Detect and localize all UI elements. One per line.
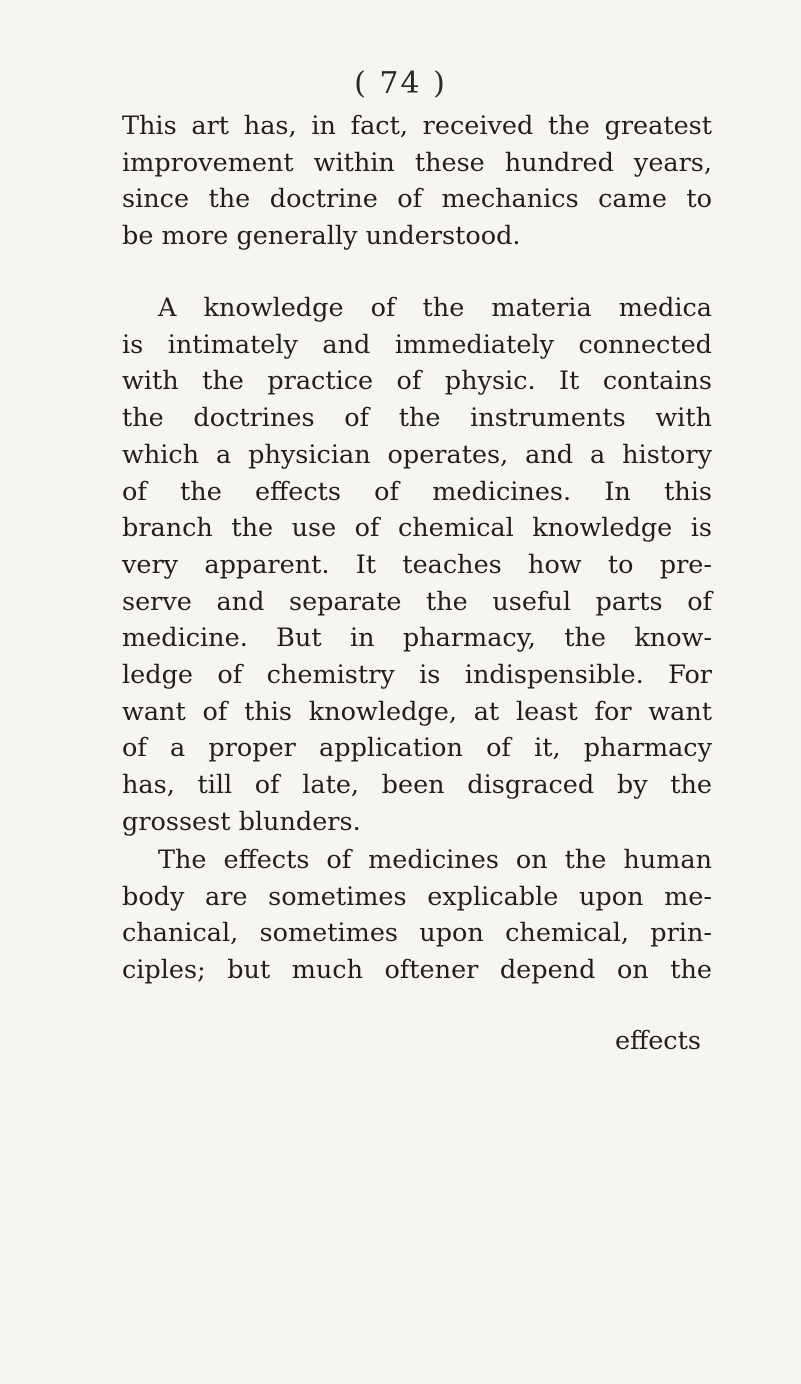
text-line: is intimately and immediately connected: [122, 329, 712, 360]
text-line: A knowledge of the materia medica: [158, 293, 712, 323]
text-line: ciples; but much oftener depend on the: [122, 955, 712, 986]
text-line: since the doctrine of mechanics came to: [122, 184, 712, 215]
paragraph-1: [122, 108, 712, 255]
text-line: of the effects of medicines. In this: [122, 476, 712, 507]
text-line: body are sometimes explicable upon me-: [122, 881, 712, 912]
text-line: This art has, in fact, received the greatest: [122, 111, 712, 141]
text-line: which a physician operates, and a history: [122, 439, 712, 470]
text-line: has, till of late, been disgraced by the: [122, 770, 712, 801]
text-line: of a proper application of it, pharmacy: [122, 733, 712, 764]
page-number: ( 74 ): [354, 66, 447, 101]
text-line: want of this knowledge, at least for want: [122, 696, 712, 727]
text-line: medicine. But in pharmacy, the know-: [122, 623, 712, 654]
text-line: improvement within these hundred years,: [122, 147, 712, 178]
catchword: effects: [615, 1026, 701, 1056]
text-line: branch the use of chemical knowledge is: [122, 513, 712, 544]
text-line: grossest blunders.: [122, 806, 361, 837]
text-line: serve and separate the useful parts of: [122, 586, 712, 617]
text-line: very apparent. It teaches how to pre-: [122, 549, 712, 580]
text-line: The effects of medicines on the human: [158, 845, 712, 875]
text-line: the doctrines of the instruments with: [122, 403, 712, 434]
paragraph-2: [122, 290, 712, 841]
text-line: with the practice of physic. It contains: [122, 366, 712, 397]
text-line: ledge of chemistry is indispensible. For: [122, 660, 712, 691]
paragraph-3: [122, 842, 712, 989]
text-line: chanical, sometimes upon chemical, prin-: [122, 918, 712, 949]
text-line: be more generally understood.: [122, 221, 521, 252]
